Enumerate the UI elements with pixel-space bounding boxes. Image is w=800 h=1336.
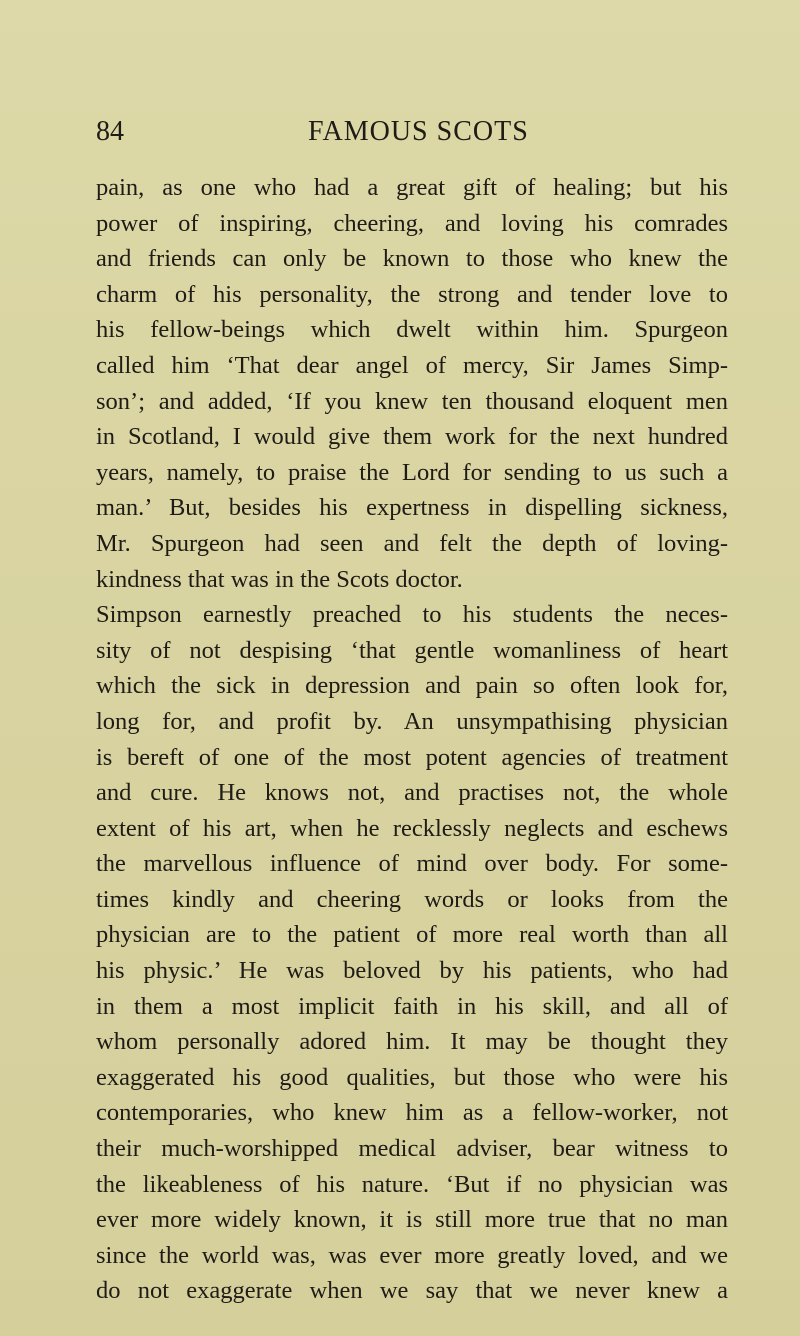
text-line: the marvellous influence of mind over body. For some-	[96, 850, 728, 878]
text-line: since the world was, was ever more greatly loved, and we	[96, 1241, 728, 1269]
text-line: his fellow-beings which dwelt within him. Spurgeon	[96, 316, 728, 344]
text-line: physician are to the patient of more real worth than all	[96, 921, 728, 949]
text-line: the likeableness of his nature. ‘But if no physician was	[96, 1170, 728, 1198]
text-line: son’; and added, ‘If you knew ten thousand eloquent men	[96, 387, 728, 415]
text-line: exaggerated his good qualities, but those who were his	[96, 1063, 728, 1091]
text-line: kindness that was in the Scots doctor.	[96, 565, 463, 593]
text-line: and friends can only be known to those who knew the	[96, 245, 728, 273]
text-line: in Scotland, I would give them work for the next hundred	[96, 423, 728, 451]
text-line: charm of his personality, the strong and tender love to	[96, 280, 728, 308]
text-line: do not exaggerate when we say that we never knew a	[96, 1277, 728, 1305]
text-line: called him ‘That dear angel of mercy, Sir James Simp-	[96, 351, 728, 379]
text-line: and cure. He knows not, and practises not, the whole	[96, 779, 728, 807]
text-line: power of inspiring, cheering, and loving his comrades	[96, 209, 728, 237]
text-line: is bereft of one of the most potent agencies of treatment	[96, 743, 728, 771]
text-line: years, namely, to praise the Lord for sending to us such a	[96, 458, 728, 486]
text-line: extent of his art, when he recklessly neglects and eschews	[96, 814, 728, 842]
running-title: FAMOUS SCOTS	[308, 116, 529, 147]
text-line: man.’ But, besides his expertness in dispelling sickness,	[96, 494, 728, 522]
text-line: in them a most implicit faith in his skill, and all of	[96, 992, 728, 1020]
page-number: 84	[96, 116, 124, 147]
text-line: times kindly and cheering words or looks from the	[96, 885, 728, 913]
text-line: whom personally adored him. It may be thought they	[96, 1028, 728, 1056]
text-line: contemporaries, who knew him as a fellow-worker, not	[96, 1099, 728, 1127]
text-line: Simpson earnestly preached to his students the neces-	[96, 601, 728, 629]
text-line: his physic.’ He was beloved by his patients, who had	[96, 957, 728, 985]
text-line: their much-worshipped medical adviser, bear witness to	[96, 1135, 728, 1163]
text-line: ever more widely known, it is still more true that no man	[96, 1206, 728, 1234]
text-line: long for, and profit by. An unsympathising physician	[96, 707, 728, 735]
text-line: pain, as one who had a great gift of healing; but his	[96, 174, 728, 201]
page-header	[96, 112, 716, 152]
text-line: sity of not despising ‘that gentle womanliness of heart	[96, 636, 728, 664]
text-line: Mr. Spurgeon had seen and felt the depth of loving-	[96, 529, 728, 557]
body-text	[96, 170, 728, 1309]
text-line: which the sick in depression and pain so often look for,	[96, 672, 728, 700]
